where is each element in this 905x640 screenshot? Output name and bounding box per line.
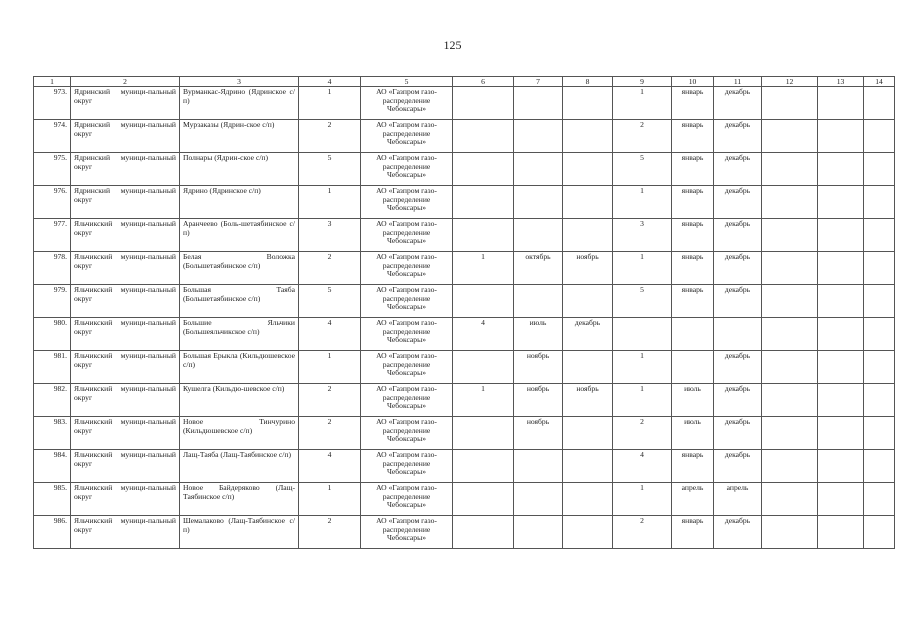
start-month-cell: апрель bbox=[672, 483, 714, 516]
empty-cell bbox=[762, 483, 818, 516]
header-cell: 5 bbox=[361, 77, 453, 87]
header-cell: 2 bbox=[71, 77, 180, 87]
quantity-cell: 1 bbox=[613, 87, 672, 120]
empty-cell bbox=[864, 384, 895, 417]
end-month-cell: декабрь bbox=[714, 186, 762, 219]
header-cell: 7 bbox=[514, 77, 563, 87]
empty-cell bbox=[864, 87, 895, 120]
settlement-cell: Аранчеево (Боль-шетаябинское с/п) bbox=[180, 219, 299, 252]
organization-cell: АО «Газпром газо-распределение Чебоксары» bbox=[361, 384, 453, 417]
empty-cell bbox=[864, 153, 895, 186]
end-month-cell: декабрь bbox=[714, 285, 762, 318]
quantity-cell bbox=[453, 516, 514, 549]
end-month-cell: декабрь bbox=[714, 384, 762, 417]
row-number-cell: 976. bbox=[34, 186, 71, 219]
start-month-cell: январь bbox=[672, 186, 714, 219]
empty-cell bbox=[762, 186, 818, 219]
quantity-cell: 3 bbox=[613, 219, 672, 252]
start-month-cell: июль bbox=[672, 384, 714, 417]
settlement-cell: Ядрино (Ядринское с/п) bbox=[180, 186, 299, 219]
municipal-district-cell: Яльчикский муници-пальный округ bbox=[71, 252, 180, 285]
empty-cell bbox=[762, 318, 818, 351]
quantity-cell: 2 bbox=[613, 417, 672, 450]
end-month-cell bbox=[563, 516, 613, 549]
count-cell: 1 bbox=[299, 483, 361, 516]
organization-cell: АО «Газпром газо-распределение Чебоксары» bbox=[361, 120, 453, 153]
start-month-cell bbox=[514, 186, 563, 219]
row-number-cell: 975. bbox=[34, 153, 71, 186]
start-month-cell bbox=[514, 219, 563, 252]
empty-cell bbox=[818, 87, 864, 120]
row-number-cell: 980. bbox=[34, 318, 71, 351]
start-month-cell: октябрь bbox=[514, 252, 563, 285]
empty-cell bbox=[762, 285, 818, 318]
count-cell: 2 bbox=[299, 120, 361, 153]
start-month-cell bbox=[514, 483, 563, 516]
quantity-cell: 5 bbox=[613, 285, 672, 318]
organization-cell: АО «Газпром газо-распределение Чебоксары» bbox=[361, 186, 453, 219]
quantity-cell: 1 bbox=[613, 351, 672, 384]
empty-cell bbox=[864, 252, 895, 285]
page-number: 125 bbox=[443, 38, 462, 52]
quantity-cell bbox=[453, 450, 514, 483]
quantity-cell: 2 bbox=[613, 516, 672, 549]
table-row bbox=[34, 351, 895, 384]
row-number-cell: 979. bbox=[34, 285, 71, 318]
empty-cell bbox=[762, 351, 818, 384]
empty-cell bbox=[762, 450, 818, 483]
quantity-cell: 4 bbox=[453, 318, 514, 351]
organization-cell: АО «Газпром газо-распределение Чебоксары» bbox=[361, 516, 453, 549]
empty-cell bbox=[762, 516, 818, 549]
quantity-cell bbox=[453, 120, 514, 153]
empty-cell bbox=[864, 351, 895, 384]
start-month-cell: январь bbox=[672, 87, 714, 120]
start-month-cell: ноябрь bbox=[514, 351, 563, 384]
empty-cell bbox=[818, 153, 864, 186]
organization-cell: АО «Газпром газо-распределение Чебоксары» bbox=[361, 450, 453, 483]
end-month-cell: декабрь bbox=[714, 516, 762, 549]
end-month-cell bbox=[563, 186, 613, 219]
municipal-district-cell: Ядринский муници-пальный округ bbox=[71, 120, 180, 153]
end-month-cell: апрель bbox=[714, 483, 762, 516]
start-month-cell: июль bbox=[672, 417, 714, 450]
table-row bbox=[34, 186, 895, 219]
quantity-cell bbox=[453, 186, 514, 219]
empty-cell bbox=[864, 483, 895, 516]
start-month-cell: июль bbox=[514, 318, 563, 351]
empty-cell bbox=[762, 120, 818, 153]
end-month-cell: декабрь bbox=[563, 318, 613, 351]
end-month-cell bbox=[563, 87, 613, 120]
row-number-cell: 984. bbox=[34, 450, 71, 483]
start-month-cell bbox=[672, 318, 714, 351]
empty-cell bbox=[818, 285, 864, 318]
organization-cell: АО «Газпром газо-распределение Чебоксары» bbox=[361, 285, 453, 318]
end-month-cell bbox=[563, 285, 613, 318]
organization-cell: АО «Газпром газо-распределение Чебоксары» bbox=[361, 153, 453, 186]
municipal-district-cell: Яльчикский муници-пальный округ bbox=[71, 351, 180, 384]
empty-cell bbox=[864, 417, 895, 450]
header-cell: 1 bbox=[34, 77, 71, 87]
gas-connection-table bbox=[33, 76, 895, 549]
municipal-district-cell: Яльчикский муници-пальный округ bbox=[71, 219, 180, 252]
row-number-cell: 985. bbox=[34, 483, 71, 516]
empty-cell bbox=[818, 120, 864, 153]
empty-cell bbox=[762, 252, 818, 285]
quantity-cell bbox=[453, 219, 514, 252]
municipal-district-cell: Ядринский муници-пальный округ bbox=[71, 153, 180, 186]
end-month-cell bbox=[563, 417, 613, 450]
quantity-cell: 1 bbox=[613, 252, 672, 285]
municipal-district-cell: Яльчикский муници-пальный округ bbox=[71, 417, 180, 450]
table-row bbox=[34, 219, 895, 252]
quantity-cell: 1 bbox=[453, 252, 514, 285]
start-month-cell: ноябрь bbox=[514, 417, 563, 450]
settlement-cell: Вурманкас-Ядрино (Ядринское с/п) bbox=[180, 87, 299, 120]
municipal-district-cell: Яльчикский муници-пальный округ bbox=[71, 285, 180, 318]
organization-cell: АО «Газпром газо-распределение Чебоксары» bbox=[361, 483, 453, 516]
empty-cell bbox=[762, 384, 818, 417]
quantity-cell bbox=[453, 483, 514, 516]
table-row bbox=[34, 417, 895, 450]
end-month-cell bbox=[563, 153, 613, 186]
row-number-cell: 974. bbox=[34, 120, 71, 153]
empty-cell bbox=[762, 153, 818, 186]
start-month-cell: январь bbox=[672, 252, 714, 285]
row-number-cell: 978. bbox=[34, 252, 71, 285]
header-cell: 4 bbox=[299, 77, 361, 87]
start-month-cell bbox=[672, 351, 714, 384]
quantity-cell: 1 bbox=[613, 186, 672, 219]
start-month-cell bbox=[514, 450, 563, 483]
header-cell: 3 bbox=[180, 77, 299, 87]
settlement-cell: Мурзаказы (Ядрин-ское с/п) bbox=[180, 120, 299, 153]
empty-cell bbox=[864, 450, 895, 483]
settlement-cell: Полнары (Ядрин-ское с/п) bbox=[180, 153, 299, 186]
start-month-cell: январь bbox=[672, 516, 714, 549]
table-row bbox=[34, 285, 895, 318]
empty-cell bbox=[818, 186, 864, 219]
end-month-cell bbox=[563, 120, 613, 153]
end-month-cell: ноябрь bbox=[563, 384, 613, 417]
count-cell: 2 bbox=[299, 252, 361, 285]
empty-cell bbox=[864, 120, 895, 153]
table-row bbox=[34, 252, 895, 285]
end-month-cell: декабрь bbox=[714, 219, 762, 252]
settlement-cell: Кушелга (Кильдю-шевское с/п) bbox=[180, 384, 299, 417]
table-row bbox=[34, 318, 895, 351]
organization-cell: АО «Газпром газо-распределение Чебоксары» bbox=[361, 219, 453, 252]
header-cell: 8 bbox=[563, 77, 613, 87]
start-month-cell bbox=[514, 285, 563, 318]
empty-cell bbox=[864, 219, 895, 252]
start-month-cell: ноябрь bbox=[514, 384, 563, 417]
empty-cell bbox=[864, 318, 895, 351]
municipal-district-cell: Яльчикский муници-пальный округ bbox=[71, 318, 180, 351]
settlement-cell: Новое Байдеряково (Лащ-Таябинское с/п) bbox=[180, 483, 299, 516]
empty-cell bbox=[818, 450, 864, 483]
count-cell: 2 bbox=[299, 516, 361, 549]
organization-cell: АО «Газпром газо-распределение Чебоксары» bbox=[361, 252, 453, 285]
count-cell: 2 bbox=[299, 417, 361, 450]
end-month-cell: ноябрь bbox=[563, 252, 613, 285]
start-month-cell bbox=[514, 516, 563, 549]
empty-cell bbox=[864, 186, 895, 219]
start-month-cell: январь bbox=[672, 285, 714, 318]
quantity-cell: 1 bbox=[453, 384, 514, 417]
row-number-cell: 977. bbox=[34, 219, 71, 252]
settlement-cell: Большие Яльчики (Большеяльчикское с/п) bbox=[180, 318, 299, 351]
quantity-cell bbox=[453, 153, 514, 186]
count-cell: 1 bbox=[299, 186, 361, 219]
count-cell: 4 bbox=[299, 450, 361, 483]
header-cell: 10 bbox=[672, 77, 714, 87]
empty-cell bbox=[818, 351, 864, 384]
row-number-cell: 982. bbox=[34, 384, 71, 417]
empty-cell bbox=[818, 318, 864, 351]
empty-cell bbox=[818, 219, 864, 252]
end-month-cell bbox=[563, 219, 613, 252]
header-cell: 14 bbox=[864, 77, 895, 87]
quantity-cell: 4 bbox=[613, 450, 672, 483]
municipal-district-cell: Ядринский муници-пальный округ bbox=[71, 87, 180, 120]
settlement-cell: Шемалаково (Лащ-Таябинское с/п) bbox=[180, 516, 299, 549]
settlement-cell: Новое Тинчурино (Кильдюшевское с/п) bbox=[180, 417, 299, 450]
start-month-cell: январь bbox=[672, 153, 714, 186]
municipal-district-cell: Яльчикский муници-пальный округ bbox=[71, 384, 180, 417]
column-number-header-row bbox=[34, 77, 895, 87]
table-row bbox=[34, 87, 895, 120]
quantity-cell bbox=[453, 417, 514, 450]
empty-cell bbox=[818, 252, 864, 285]
municipal-district-cell: Ядринский муници-пальный округ bbox=[71, 186, 180, 219]
count-cell: 4 bbox=[299, 318, 361, 351]
empty-cell bbox=[818, 417, 864, 450]
end-month-cell: декабрь bbox=[714, 252, 762, 285]
quantity-cell: 1 bbox=[613, 483, 672, 516]
empty-cell bbox=[762, 87, 818, 120]
settlement-cell: Большая Ерыкла (Кильдюшевское с/п) bbox=[180, 351, 299, 384]
quantity-cell bbox=[453, 351, 514, 384]
organization-cell: АО «Газпром газо-распределение Чебоксары» bbox=[361, 417, 453, 450]
table-row bbox=[34, 483, 895, 516]
empty-cell bbox=[818, 483, 864, 516]
organization-cell: АО «Газпром газо-распределение Чебоксары» bbox=[361, 351, 453, 384]
empty-cell bbox=[818, 384, 864, 417]
start-month-cell: январь bbox=[672, 120, 714, 153]
empty-cell bbox=[864, 285, 895, 318]
end-month-cell: декабрь bbox=[714, 450, 762, 483]
end-month-cell bbox=[563, 483, 613, 516]
count-cell: 5 bbox=[299, 285, 361, 318]
end-month-cell: декабрь bbox=[714, 120, 762, 153]
count-cell: 1 bbox=[299, 351, 361, 384]
settlement-cell: Большая Таяба (Большетаябинское с/п) bbox=[180, 285, 299, 318]
start-month-cell: январь bbox=[672, 219, 714, 252]
header-cell: 6 bbox=[453, 77, 514, 87]
start-month-cell bbox=[514, 120, 563, 153]
quantity-cell bbox=[453, 285, 514, 318]
row-number-cell: 981. bbox=[34, 351, 71, 384]
end-month-cell: декабрь bbox=[714, 351, 762, 384]
start-month-cell bbox=[514, 153, 563, 186]
quantity-cell: 5 bbox=[613, 153, 672, 186]
header-cell: 11 bbox=[714, 77, 762, 87]
count-cell: 5 bbox=[299, 153, 361, 186]
end-month-cell: декабрь bbox=[714, 153, 762, 186]
row-number-cell: 973. bbox=[34, 87, 71, 120]
table-row bbox=[34, 153, 895, 186]
header-cell: 12 bbox=[762, 77, 818, 87]
header-cell: 9 bbox=[613, 77, 672, 87]
empty-cell bbox=[762, 219, 818, 252]
quantity-cell bbox=[453, 87, 514, 120]
empty-cell bbox=[818, 516, 864, 549]
municipal-district-cell: Яльчикский муници-пальный округ bbox=[71, 483, 180, 516]
quantity-cell: 2 bbox=[613, 120, 672, 153]
table-row bbox=[34, 450, 895, 483]
row-number-cell: 986. bbox=[34, 516, 71, 549]
header-cell: 13 bbox=[818, 77, 864, 87]
organization-cell: АО «Газпром газо-распределение Чебоксары» bbox=[361, 318, 453, 351]
count-cell: 3 bbox=[299, 219, 361, 252]
end-month-cell: декабрь bbox=[714, 87, 762, 120]
start-month-cell bbox=[514, 87, 563, 120]
count-cell: 1 bbox=[299, 87, 361, 120]
organization-cell: АО «Газпром газо-распределение Чебоксары» bbox=[361, 87, 453, 120]
table-row bbox=[34, 120, 895, 153]
quantity-cell: 1 bbox=[613, 384, 672, 417]
quantity-cell bbox=[613, 318, 672, 351]
settlement-cell: Белая Воложка (Большетаябинское с/п) bbox=[180, 252, 299, 285]
empty-cell bbox=[762, 417, 818, 450]
settlement-cell: Лащ-Таяба (Лащ-Таябинское с/п) bbox=[180, 450, 299, 483]
row-number-cell: 983. bbox=[34, 417, 71, 450]
end-month-cell bbox=[563, 450, 613, 483]
municipal-district-cell: Яльчикский муници-пальный округ bbox=[71, 516, 180, 549]
table-row bbox=[34, 516, 895, 549]
start-month-cell: январь bbox=[672, 450, 714, 483]
count-cell: 2 bbox=[299, 384, 361, 417]
empty-cell bbox=[864, 516, 895, 549]
end-month-cell bbox=[563, 351, 613, 384]
end-month-cell: декабрь bbox=[714, 417, 762, 450]
table-row bbox=[34, 384, 895, 417]
municipal-district-cell: Яльчикский муници-пальный округ bbox=[71, 450, 180, 483]
end-month-cell bbox=[714, 318, 762, 351]
